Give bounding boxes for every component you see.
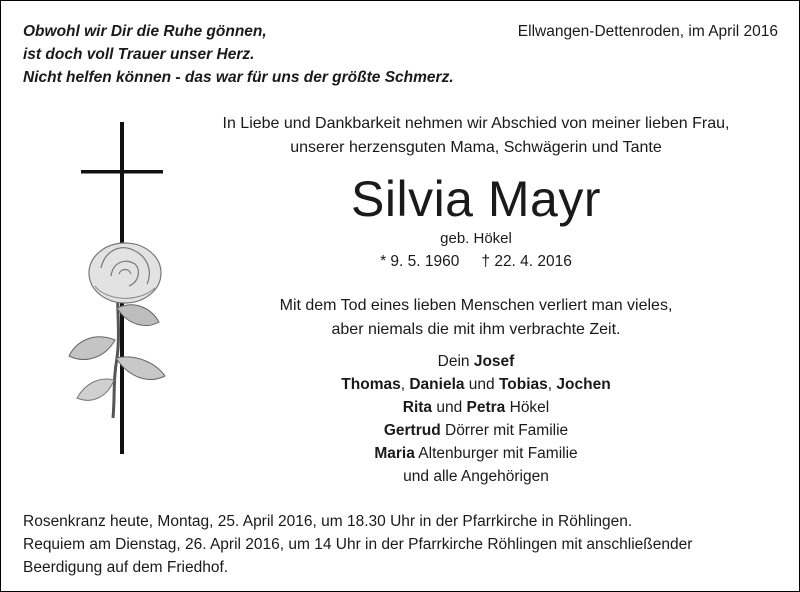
service-line-1: Rosenkranz heute, Montag, 25. April 2016, um 18.30 Uhr in der Pfarrkirche in Röhlingen. [23, 513, 633, 530]
intro-line-2: unserer herzensguten Mama, Schwägerin und Tante [290, 139, 662, 156]
place-date: Ellwangen-Dettenroden, im April 2016 [517, 23, 778, 40]
intro-line-1: In Liebe und Dankbarkeit nehmen wir Abschied von meiner lieben Frau, [222, 115, 730, 132]
mourner-line-5 [180, 442, 772, 465]
life-dates [180, 250, 772, 274]
mourner-line-3 [180, 396, 772, 419]
mourner-line-4 [180, 419, 772, 442]
deceased-name: Silvia Mayr [351, 171, 601, 227]
opening-quote [23, 20, 454, 89]
mourner-text: Dörrer mit Familie [440, 422, 569, 439]
mourners-list [180, 350, 772, 488]
service-details [23, 510, 692, 579]
mourner-line-1 [180, 350, 772, 373]
intro-text [180, 112, 772, 160]
mourner-text: Dein [437, 353, 474, 370]
quote-line-3: Nicht helfen können - das war für uns der größte Schmerz. [23, 69, 454, 86]
service-line-3: Beerdigung auf dem Friedhof. [23, 559, 229, 576]
mourner-name: Tobias [498, 376, 548, 393]
saying-line-2: aber niemals die mit ihm verbrachte Zeit. [331, 321, 621, 338]
mourner-name: Thomas [341, 376, 401, 393]
born-name: geb. Hökel [440, 230, 512, 247]
saying-line-1: Mit dem Tod eines lieben Menschen verliert man vieles, [279, 297, 673, 314]
mourner-name: Maria [374, 445, 415, 462]
quote-line-1: Obwohl wir Dir die Ruhe gönnen, [23, 23, 267, 40]
mourner-name: Gertrud [383, 422, 441, 439]
mourner-text: und [464, 376, 499, 393]
mourner-text: und [432, 399, 467, 416]
birth-date: * 9. 5. 1960 [380, 253, 460, 270]
mourner-name: Jochen [556, 376, 611, 393]
mourner-line-2 [180, 373, 772, 396]
mourner-name: Josef [473, 353, 515, 370]
service-line-2: Requiem am Dienstag, 26. April 2016, um 14 Uhr in der Pfarrkirche Röhlingen mit anschließender [23, 536, 693, 553]
mourner-text: Altenburger mit Familie [414, 445, 578, 462]
memorial-saying [180, 294, 772, 342]
death-date: † 22. 4. 2016 [481, 253, 572, 270]
mourner-text: , [547, 376, 557, 393]
mourner-text: Hökel [505, 399, 550, 416]
mourner-name: Rita [402, 399, 433, 416]
mourner-name: Petra [466, 399, 506, 416]
quote-line-2: ist doch voll Trauer unser Herz. [23, 46, 255, 63]
mourner-name: Daniela [409, 376, 465, 393]
mourner-text: , [400, 376, 410, 393]
mourner-line-6: und alle Angehörigen [403, 468, 549, 485]
